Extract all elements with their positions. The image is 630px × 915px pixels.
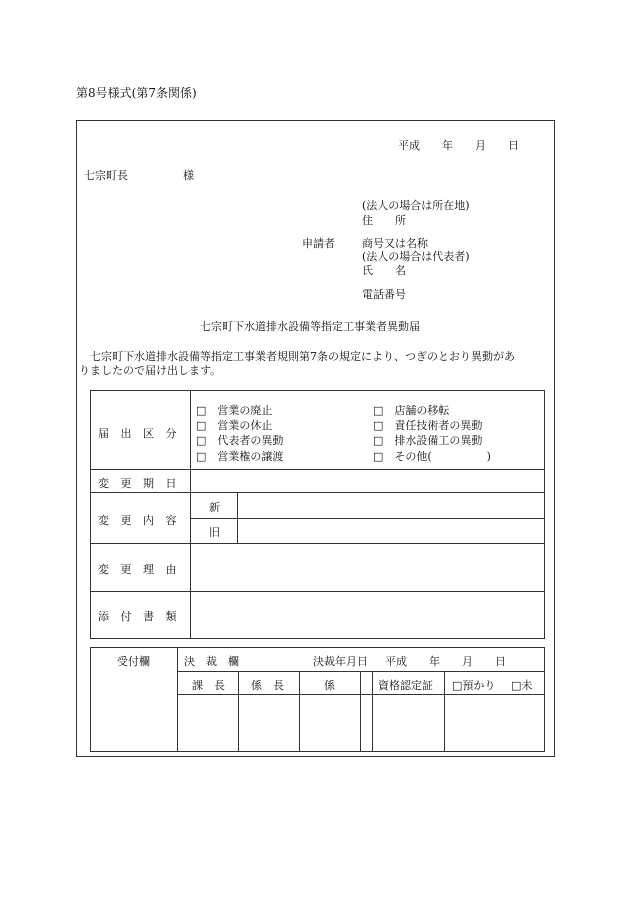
change-reason-label: 変 更 理 由	[98, 563, 181, 576]
body-line-2: りましたので届け出します。	[79, 364, 222, 377]
document-title: 七宗町下水道排水設備等指定工事業者異動届	[200, 320, 420, 333]
date-line: 平成 年 月 日	[398, 139, 519, 152]
name-label: 氏 名	[362, 264, 406, 277]
address-label: 住 所	[362, 214, 406, 227]
decision-date-value: 平成 年 月 日	[385, 655, 506, 668]
option-business-closure[interactable]: □ 営業の廃止	[196, 404, 273, 417]
category-label: 届 出 区 分	[98, 427, 181, 440]
old-label: 旧	[209, 526, 220, 539]
option-other[interactable]: □ その他( )	[373, 450, 491, 463]
change-content-label: 変 更 内 容	[98, 514, 181, 527]
option-engineer-change[interactable]: □ 責任技術者の異動	[373, 419, 483, 432]
staff-label: 係	[324, 679, 335, 692]
attachments-label: 添 付 書 類	[98, 610, 181, 623]
addressee: 七宗町長 様	[84, 169, 194, 182]
deposit-checkbox[interactable]: □預かり	[452, 679, 496, 692]
corp-note-address: (法人の場合は所在地)	[362, 199, 470, 212]
reception-label: 受付欄	[117, 655, 150, 668]
certification-label: 資格認定証	[378, 679, 433, 692]
body-line-1: 七宗町下水道排水設備等指定工事業者規則第7条の規定により、つぎのとおり異動があ	[90, 350, 515, 363]
phone-label: 電話番号	[362, 288, 406, 301]
subsection-chief-label: 係 長	[251, 679, 284, 692]
option-business-suspension[interactable]: □ 営業の休止	[196, 419, 273, 432]
option-plumber-change[interactable]: □ 排水設備工の異動	[373, 434, 483, 447]
option-representative-change[interactable]: □ 代表者の異動	[196, 434, 284, 447]
decision-label: 決 裁 欄	[184, 655, 239, 668]
applicant-label: 申請者	[302, 237, 335, 250]
trade-name-label: 商号又は名称	[362, 237, 428, 250]
section-chief-label: 課 長	[192, 679, 225, 692]
decision-date-label: 決裁年月日	[313, 655, 368, 668]
option-store-relocation[interactable]: □ 店舗の移転	[373, 404, 450, 417]
change-date-label: 変 更 期 日	[98, 477, 181, 490]
option-business-transfer[interactable]: □ 営業権の譲渡	[196, 450, 284, 463]
form-number: 第8号様式(第7条関係)	[76, 86, 197, 100]
new-label: 新	[209, 501, 220, 514]
not-received-checkbox[interactable]: □未	[511, 679, 533, 692]
corp-note-rep: (法人の場合は代表者)	[362, 250, 470, 263]
